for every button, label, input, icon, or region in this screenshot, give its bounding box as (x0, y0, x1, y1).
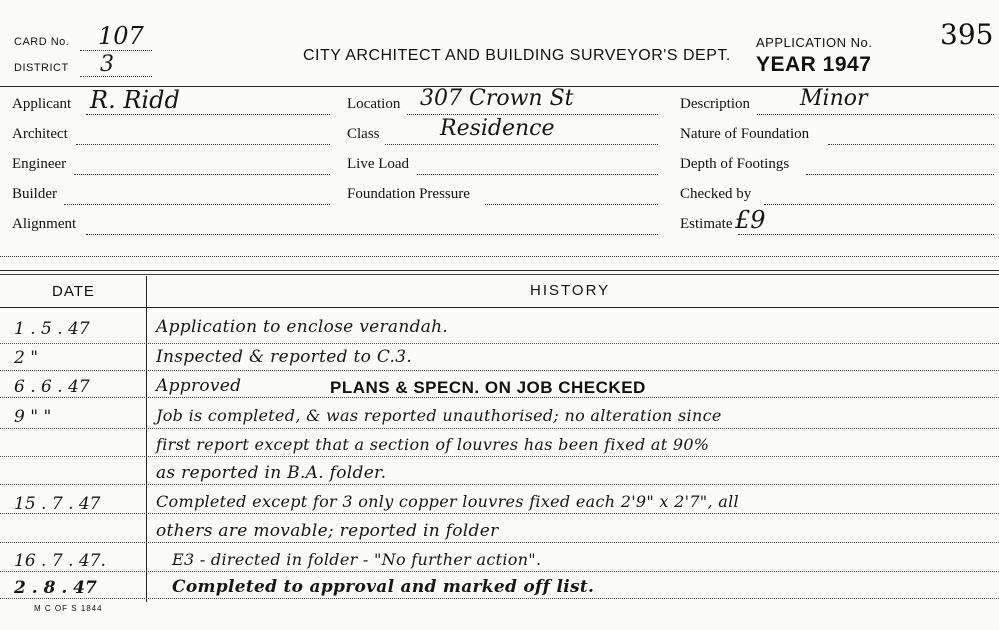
history-entry: Inspected & reported to C.3. (156, 347, 413, 367)
card-no-label: CARD No. (14, 36, 70, 48)
architect-line (76, 144, 330, 145)
dept-title: CITY ARCHITECT AND BUILDING SURVEYOR'S DEPT. (303, 47, 731, 64)
alignment-label: Alignment (12, 216, 77, 232)
alignment-line (86, 234, 658, 235)
history-entry: first report except that a section of louvres has been fixed at 90% (156, 435, 710, 454)
card-no-line (80, 50, 152, 51)
history-date: 1 . 5 . 47 (14, 319, 90, 339)
application-no-label: APPLICATION No. (756, 35, 873, 50)
depth-of-footings-label: Depth of Footings (680, 156, 790, 172)
estimate-line (738, 234, 994, 235)
history-date: 2 " (14, 348, 39, 368)
row-rule (0, 456, 999, 457)
class-line (385, 144, 658, 145)
history-entry: Approved (156, 376, 242, 396)
builder-line (64, 204, 330, 205)
history-entry: Completed to approval and marked off list. (172, 577, 595, 597)
class-value: Residence (440, 116, 555, 141)
history-entry: E3 - directed in folder - "No further action". (172, 550, 542, 569)
row-rule (0, 513, 999, 514)
builder-label: Builder (12, 186, 57, 202)
row-rule (0, 542, 999, 543)
card-no-value: 107 (98, 22, 144, 50)
live-load-line (417, 174, 658, 175)
location-line (407, 114, 658, 115)
approval-stamp: PLANS & SPECN. ON JOB CHECKED (330, 378, 646, 397)
history-date: 6 . 6 . 47 (14, 377, 90, 397)
applicant-value: R. Ridd (90, 86, 180, 114)
row-rule (0, 343, 999, 344)
history-entry: as reported in B.A. folder. (156, 463, 387, 483)
row-rule (0, 428, 999, 429)
date-column-divider (146, 276, 147, 602)
row-rule (0, 598, 999, 599)
form-code: M C OF S 1844 (34, 604, 103, 613)
description-value: Minor (800, 86, 868, 111)
description-line (757, 114, 994, 115)
history-top-rule (0, 270, 999, 271)
applicant-line (86, 114, 330, 115)
foundation-pressure-line (485, 204, 658, 205)
history-top-rule-2 (0, 274, 999, 275)
depth-of-footings-line (806, 174, 994, 175)
nature-of-foundation-label: Nature of Foundation (680, 126, 810, 142)
row-rule (0, 484, 999, 485)
estimate-value: £9 (735, 206, 766, 234)
history-entry: Completed except for 3 only copper louvres fixed each 2'9" x 2'7", all (156, 492, 739, 511)
date-column-header: DATE (52, 283, 95, 300)
class-label: Class (347, 126, 380, 142)
history-header-rule (0, 307, 999, 308)
description-label: Description (680, 96, 750, 112)
history-entry: others are movable; reported in folder (156, 521, 499, 541)
live-load-label: Live Load (347, 156, 410, 172)
history-entry: Application to enclose verandah. (156, 317, 449, 337)
nature-of-foundation-line (828, 144, 994, 145)
foundation-pressure-label: Foundation Pressure (347, 186, 470, 202)
application-no-value: 395 (940, 18, 994, 51)
history-entry: Job is completed, & was reported unauthorised; no alteration since (156, 406, 722, 425)
location-value: 307 Crown St (420, 86, 574, 111)
applicant-label: Applicant (12, 96, 72, 112)
history-column-header: HISTORY (530, 282, 611, 299)
district-label: DISTRICT (14, 62, 69, 74)
history-date: 15 . 7 . 47 (14, 494, 101, 514)
location-label: Location (347, 96, 401, 112)
fields-bottom-dots (0, 256, 999, 257)
engineer-line (74, 174, 330, 175)
engineer-label: Engineer (12, 156, 67, 172)
row-rule (0, 571, 999, 572)
district-value: 3 (100, 52, 114, 77)
history-date: 9 " " (14, 407, 52, 427)
architect-label: Architect (12, 126, 68, 142)
row-rule (0, 370, 999, 371)
history-date: 16 . 7 . 47. (14, 551, 106, 571)
history-date: 2 . 8 . 47 (14, 578, 97, 598)
checked-by-label: Checked by (680, 186, 752, 202)
checked-by-line (764, 204, 994, 205)
year-label: YEAR 1947 (756, 53, 872, 76)
estimate-label: Estimate (680, 216, 733, 232)
district-line (80, 76, 152, 77)
